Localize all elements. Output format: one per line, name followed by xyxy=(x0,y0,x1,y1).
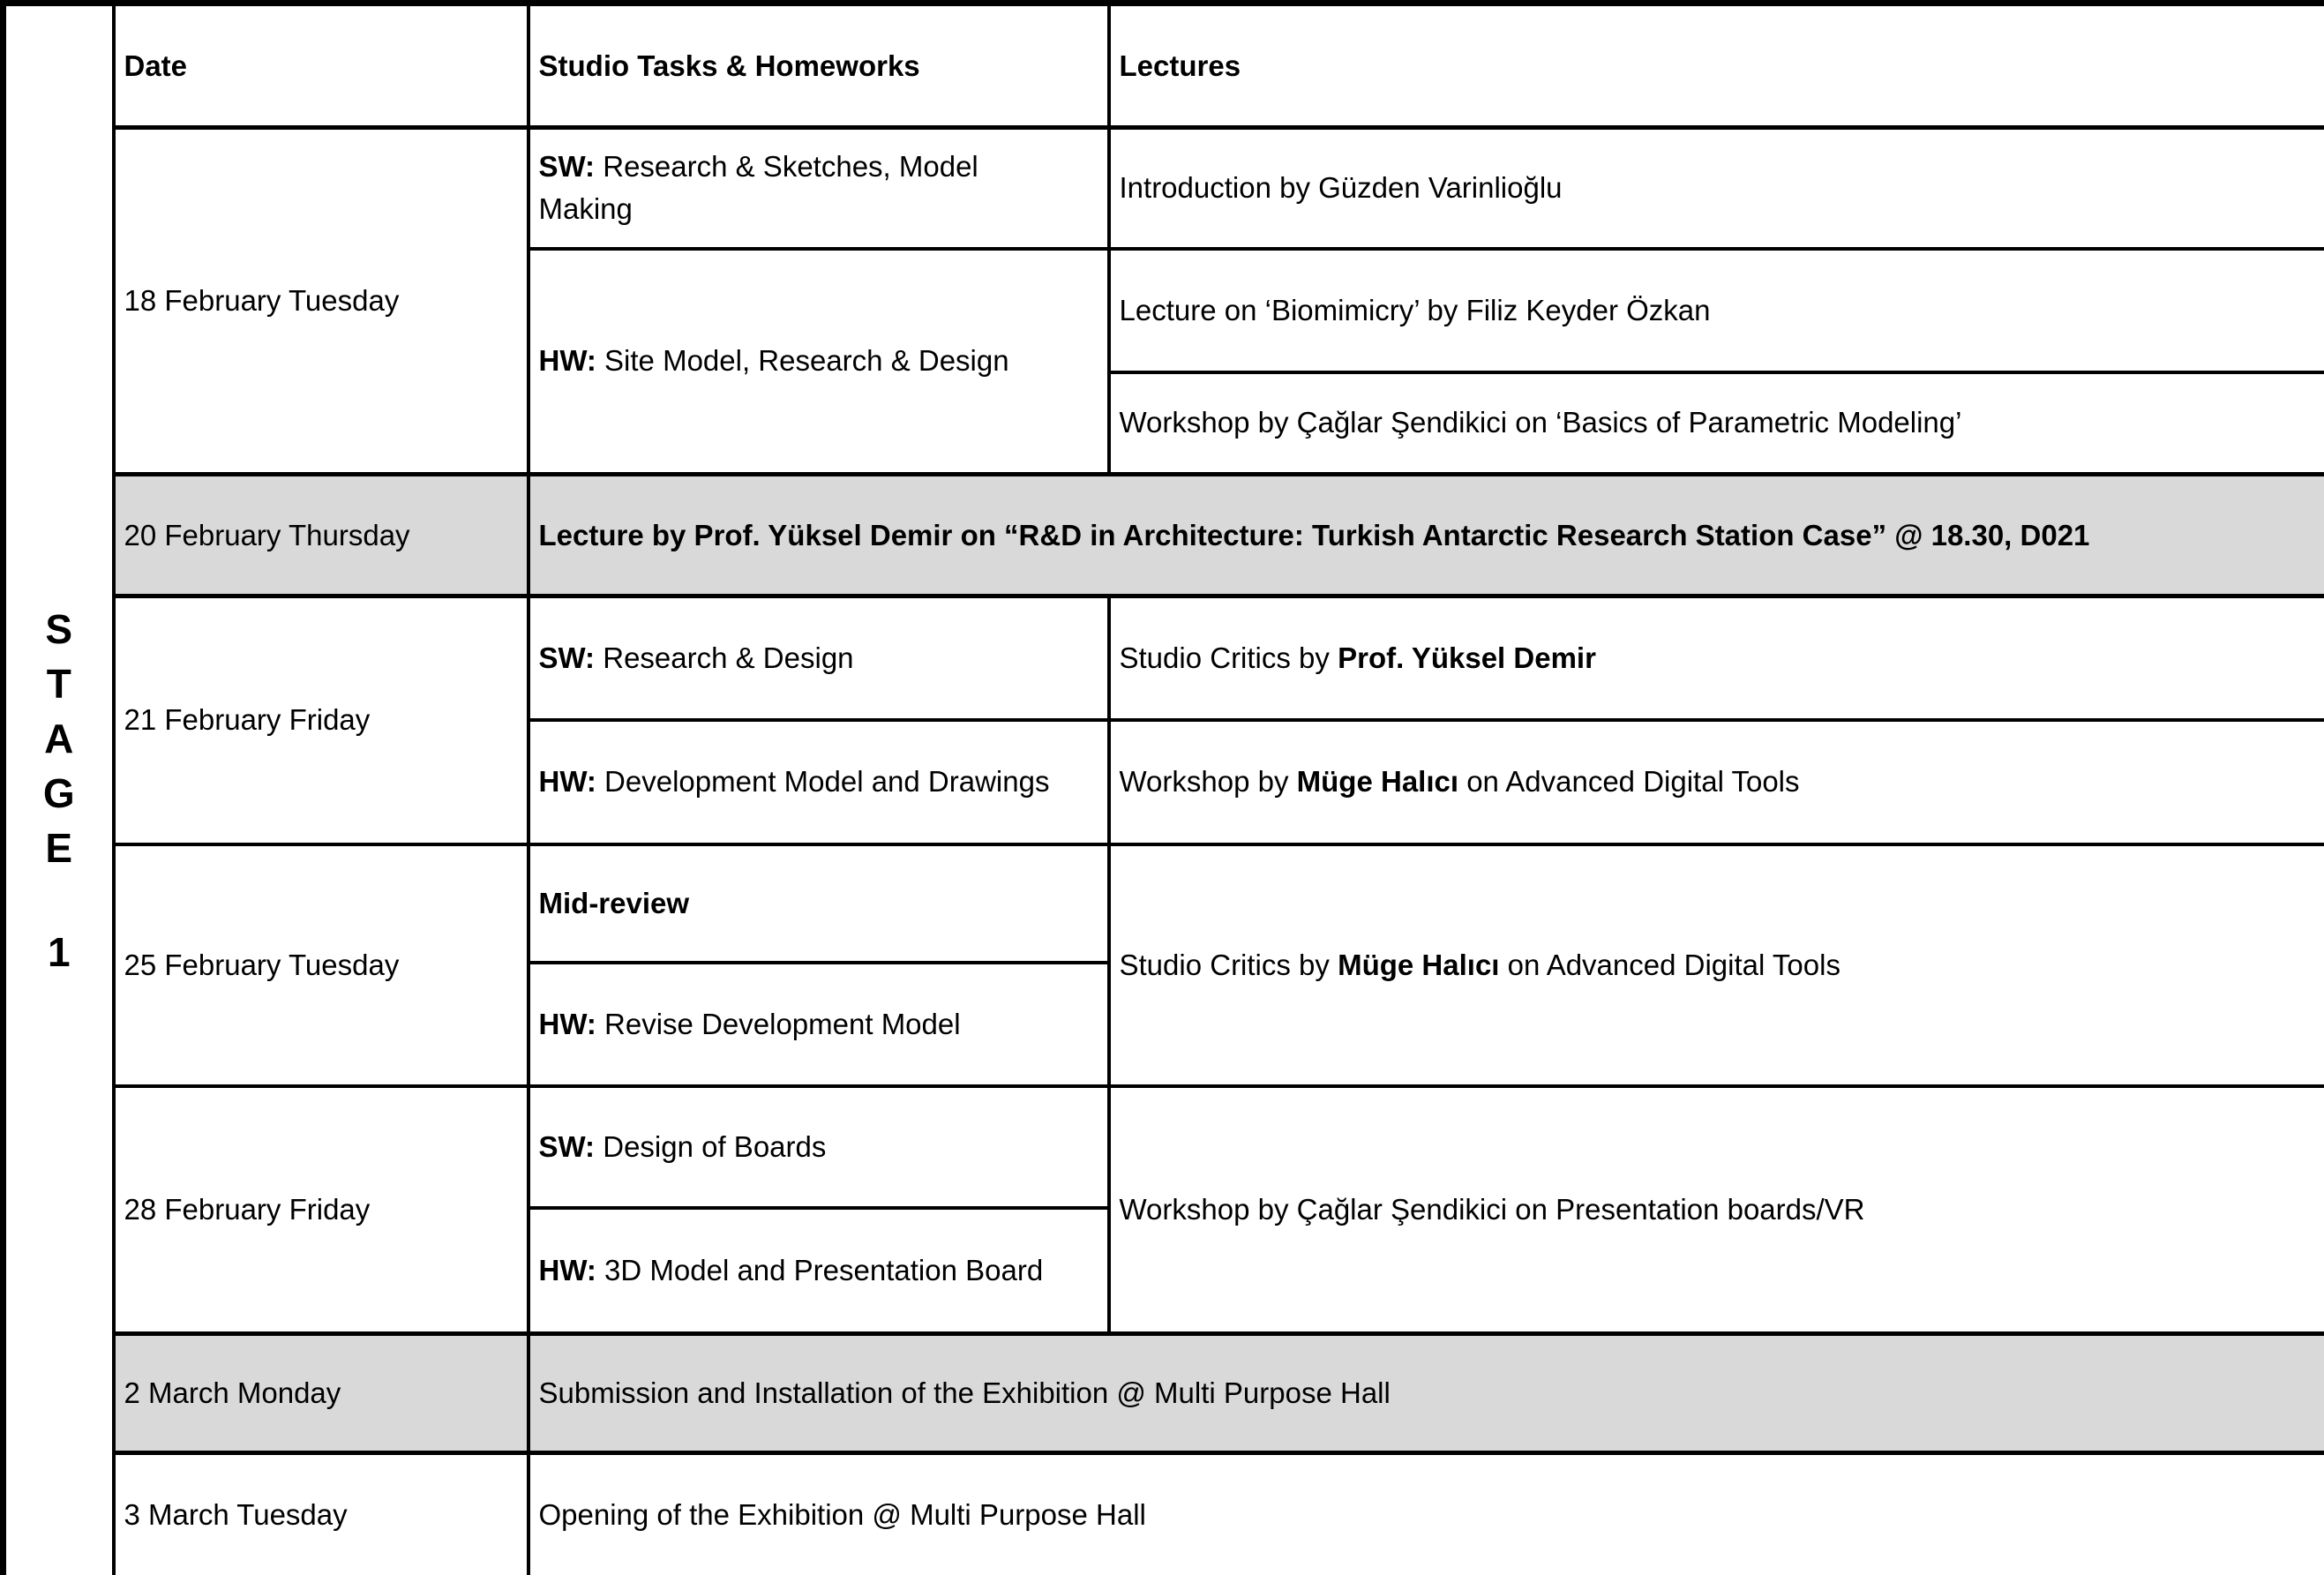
header-cell-date: Date xyxy=(114,4,529,128)
task-cell-feb28-sw: SW: Design of Boards xyxy=(529,1086,1109,1208)
event-cell-mar2-submission: Submission and Installation of the Exhibition @ Multi Purpose Hall xyxy=(529,1334,2324,1453)
stage-letters: S T A G E xyxy=(42,606,75,871)
lecture-cell-feb21-workshop: Workshop by Müge Halıcı on Advanced Digital Tools xyxy=(1109,720,2324,844)
task-cell-feb21-sw: SW: Research & Design xyxy=(529,596,1109,720)
header-row xyxy=(4,4,2324,128)
date-cell-feb20: 20 February Thursday xyxy=(114,475,529,596)
row-mar2 xyxy=(4,1334,2324,1453)
lecture-cell-feb21-critics: Studio Critics by Prof. Yüksel Demir xyxy=(1109,596,2324,720)
date-cell-mar2: 2 March Monday xyxy=(114,1334,529,1453)
header-cell-lectures: Lectures xyxy=(1109,4,2324,128)
date-cell-feb21: 21 February Friday xyxy=(114,596,529,844)
task-cell-feb21-hw: HW: Development Model and Drawings xyxy=(529,720,1109,844)
row-feb18-sw xyxy=(4,128,2324,249)
task-cell-feb28-hw: HW: 3D Model and Presentation Board xyxy=(529,1208,1109,1334)
task-cell-feb18-hw: HW: Site Model, Research & Design xyxy=(529,249,1109,475)
lecture-cell-feb18-introduction: Introduction by Güzden Varinlioğlu xyxy=(1109,128,2324,249)
lecture-cell-feb18-parametric-workshop: Workshop by Çağlar Şendikici on ‘Basics of Parametric Modeling’ xyxy=(1109,372,2324,475)
date-cell-mar3: 3 March Tuesday xyxy=(114,1453,529,1575)
stage-number: 1 xyxy=(47,929,71,975)
task-cell-feb18-sw xyxy=(529,128,1109,249)
date-cell-feb25: 25 February Tuesday xyxy=(114,844,529,1086)
task-text-feb18-sw: SW: Research & Sketches, Model Making xyxy=(538,150,978,226)
event-cell-mar3-opening: Opening of the Exhibition @ Multi Purpose Hall xyxy=(529,1453,2324,1575)
date-cell-feb28: 28 February Friday xyxy=(114,1086,529,1334)
row-mar3 xyxy=(4,1453,2324,1575)
lecture-cell-feb18-biomimicry: Lecture on ‘Biomimicry’ by Filiz Keyder Özkan xyxy=(1109,249,2324,372)
row-feb25-midreview xyxy=(4,844,2324,963)
stage-label-cell xyxy=(4,4,114,1575)
row-feb21-sw xyxy=(4,596,2324,720)
lecture-cell-feb25-critics: Studio Critics by Müge Halıcı on Advanced Digital Tools xyxy=(1109,844,2324,1086)
header-cell-tasks: Studio Tasks & Homeworks xyxy=(529,4,1109,128)
task-cell-feb25-midreview: Mid-review xyxy=(529,844,1109,963)
date-cell-feb18: 18 February Tuesday xyxy=(114,128,529,475)
row-feb20 xyxy=(4,475,2324,596)
row-feb28-sw xyxy=(4,1086,2324,1208)
task-cell-feb25-hw: HW: Revise Development Model xyxy=(529,963,1109,1086)
lecture-cell-feb28-workshop: Workshop by Çağlar Şendikici on Presentation boards/VR xyxy=(1109,1086,2324,1334)
event-cell-feb20-lecture: Lecture by Prof. Yüksel Demir on “R&D in Architecture: Turkish Antarctic Research Station Case” @ 18.30, D021 xyxy=(529,475,2324,596)
